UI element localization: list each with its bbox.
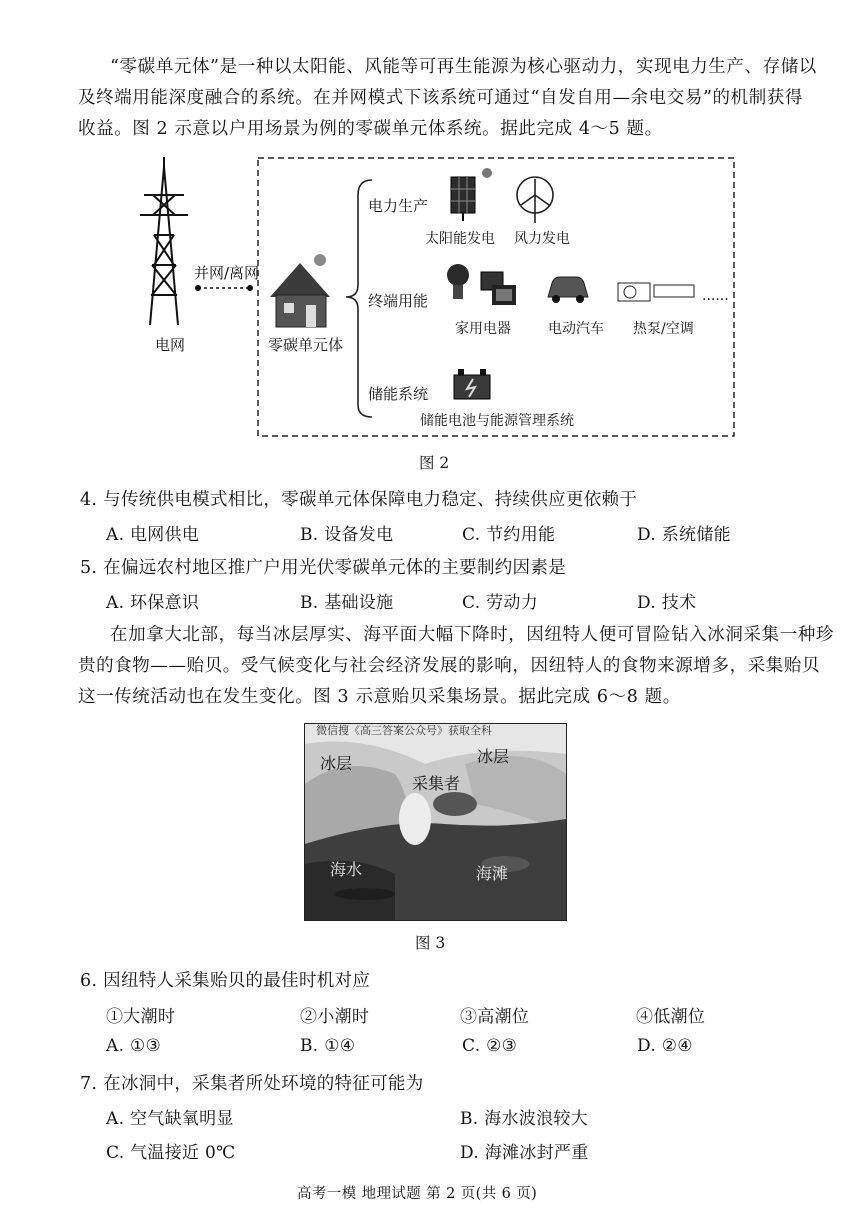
intro-paragraph-1 [78,52,858,145]
q6-option-d: D. ②④ [637,1036,693,1056]
q6-statement-3: ③高潮位 [460,1007,530,1027]
q5-option-a: A. 环保意识 [106,593,200,613]
power-production-label: 电力生产 [368,197,429,215]
grid-label: 电网 [155,336,186,354]
link-dot-right [247,285,253,291]
solar-panel-icon [451,168,492,221]
house-icon [270,254,330,327]
q7-option-d: D. 海滩冰封严重 [460,1143,589,1163]
intro-paragraph-2 [78,620,858,713]
computer-icon [481,272,516,305]
collector-figure [399,793,431,845]
grid-link-label: 并网/离网 [194,264,260,282]
intro2-line1: 在加拿大北部，每当冰层厚实、海平面大幅下降时，因纽特人便可冒险钻入冰洞采集一种珍 [110,625,834,645]
figure-2-svg [140,155,740,440]
intro2-line3: 这一传统活动也在发生变化。图 3 示意贻贝采集场景。据此完成 6～8 题。 [78,687,681,707]
ev-label: 电动汽车 [548,321,604,337]
q6-option-c: C. ②③ [462,1036,518,1056]
q4-option-d: D. 系统储能 [637,525,731,545]
collector-label: 采集者 [412,774,461,793]
question-4-stem: 4. 与传统供电模式相比，零碳单元体保障电力稳定、持续供应更依赖于 [80,490,638,510]
link-dot-left [195,285,201,291]
page-footer: 高考一模 地理试题 第 2 页(共 6 页) [297,1186,538,1202]
q6-option-b: B. ①④ [300,1036,356,1056]
wind-turbine-icon [517,177,553,223]
ice-label-right: 冰层 [477,747,510,766]
intro1-line3: 收益。图 2 示意以户用场景为例的零碳单元体系统。据此完成 4～5 题。 [78,119,663,139]
heat-ac-label: 热泵/空调 [633,321,694,337]
q6-option-a: A. ①③ [106,1036,162,1056]
q7-option-a: A. 空气缺氧明显 [106,1109,234,1129]
appliances-label: 家用电器 [455,321,511,337]
zero-carbon-unit-label: 零碳单元体 [268,336,344,354]
storage-label: 储能系统 [368,385,429,403]
figure-3-caption: 图 3 [415,934,446,952]
figure-2-diagram [140,155,740,440]
intro2-line2: 贵的食物——贻贝。受气候变化与社会经济发展的影响，因纽特人的食物来源增多，采集贻贝 [78,656,821,676]
ice-label-left: 冰层 [320,754,353,773]
sun-icon [314,254,326,266]
wind-label: 风力发电 [514,231,570,247]
power-pylon-icon [140,157,188,325]
q4-option-c: C. 节约用能 [462,525,556,545]
q4-option-b: B. 设备发电 [300,525,394,545]
q5-option-b: B. 基础设施 [300,593,394,613]
q4-option-a: A. 电网供电 [106,525,200,545]
seawater-label: 海水 [330,860,363,879]
q7-option-b: B. 海水波浪较大 [460,1109,588,1129]
watermark-text: 微信搜《高三答案公众号》获取全科 [316,724,492,737]
battery-label: 储能电池与能源管理系统 [420,413,574,429]
end-use-label: 终端用能 [368,292,429,310]
electric-car-icon [548,277,588,303]
beach-label: 海滩 [476,864,509,883]
q5-option-c: C. 劳动力 [462,593,539,613]
intro1-line2: 及终端用能深度融合的系统。在并网模式下该系统可通过“自发自用—余电交易”的机制获得 [78,88,803,108]
q6-statement-2: ②小潮时 [300,1007,370,1027]
intro1-line1: “零碳单元体”是一种以太阳能、风能等可再生能源为核心驱动力，实现电力生产、存储以 [110,57,817,77]
q6-statement-4: ④低潮位 [636,1007,706,1027]
q5-option-d: D. 技术 [637,593,697,613]
question-5-stem: 5. 在偏远农村地区推广户用光伏零碳单元体的主要制约因素是 [80,558,566,578]
collector-figure-2 [433,792,477,816]
heat-pump-ac-icon [618,283,694,301]
question-6-stem: 6. 因纽特人采集贻贝的最佳时机对应 [80,971,371,991]
light-bulb-icon [447,264,469,299]
battery-icon [454,369,490,399]
question-7-stem: 7. 在冰洞中，采集者所处环境的特征可能为 [80,1074,424,1094]
figure-2-caption: 图 2 [419,454,450,472]
ellipsis-label: ...... [702,288,729,304]
q6-statement-1: ①大潮时 [106,1007,176,1027]
solar-label: 太阳能发电 [425,231,495,247]
q7-option-c: C. 气温接近 0℃ [106,1143,236,1163]
